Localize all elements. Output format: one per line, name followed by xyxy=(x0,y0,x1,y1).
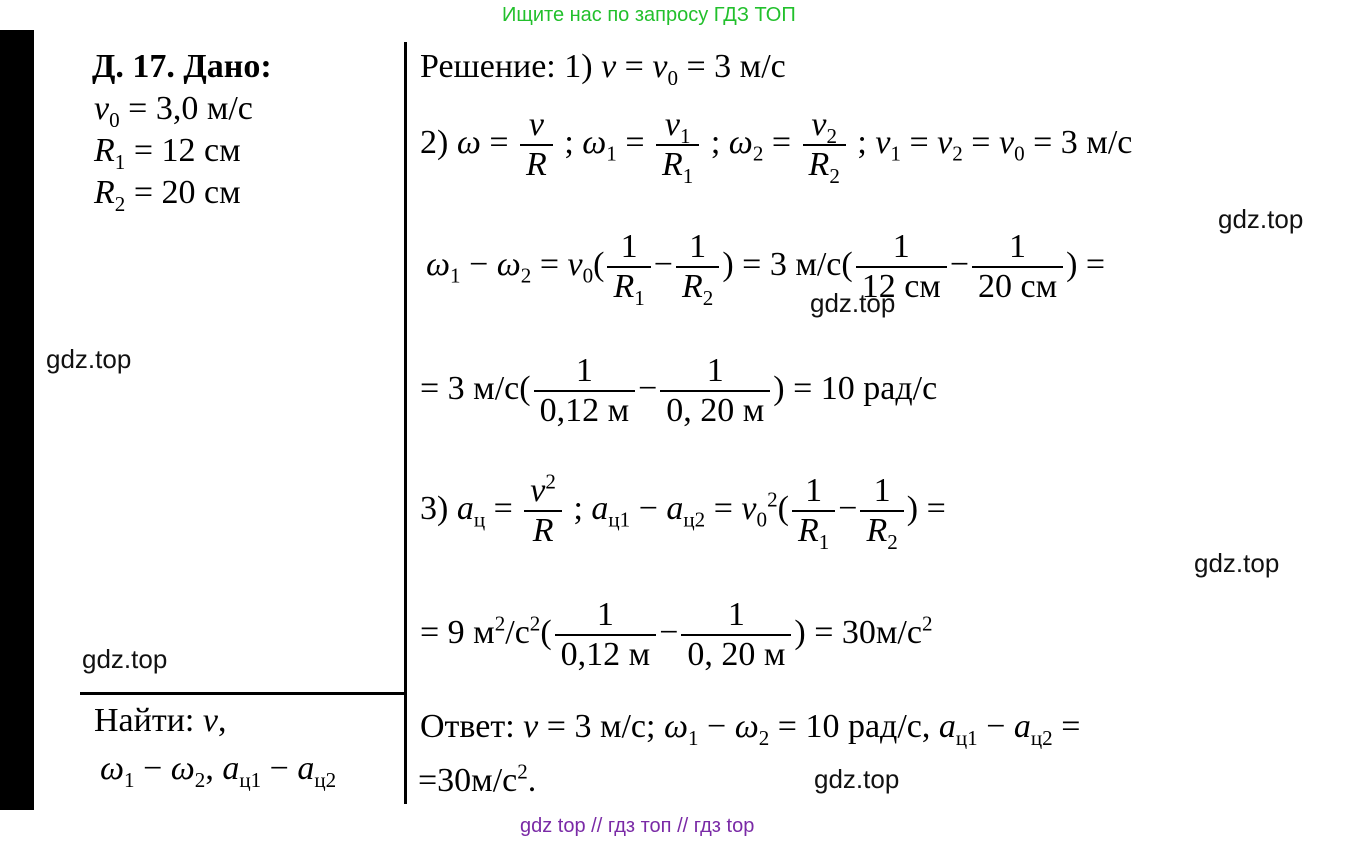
solution-step-2c: = 3 м/с( $\frac{1}{0,12 м}$ − $\frac{1}{0, 20 м}$ ) = 10 рад/с xyxy=(420,352,938,429)
watermark: gdz.top xyxy=(46,344,132,374)
watermark: gdz.top xyxy=(810,288,896,318)
given-r1: $R_1 = 12$ см xyxy=(94,132,241,174)
watermark: gdz.top xyxy=(814,764,900,794)
watermark: gdz.top xyxy=(1218,204,1304,234)
vertical-divider xyxy=(404,42,407,804)
solution-step-3: 3) $a_ц$ = $\frac{v^2}{R}$ ; $a_{ц1} - a_{ц2} = v_0^2$( $\frac{1}{R_1}$ − $\frac{1}{R_2}$ ) = xyxy=(420,469,946,554)
find-line-2: $\omega_1 - \omega_2$, $a_{ц1} - a_{ц2}$ xyxy=(100,750,337,792)
given-r2: $R_2 = 20$ см xyxy=(94,174,241,216)
horizontal-divider xyxy=(80,692,405,695)
solution-step-3b: = 9 $м^2/с^2$( $\frac{1}{0,12 м}$ − $\frac{1}{0, 20 м}$ ) = $30м/с^2$ xyxy=(420,596,933,673)
find-line-1: Найти: v, xyxy=(94,702,227,739)
answer-line-1: Ответ: v = 3 м/с; $\omega_1 - \omega_2 = 10$ рад/с, $a_{ц1} - a_{ц2}$ = xyxy=(420,708,1081,750)
answer-line-2: $=30м/с^2$. xyxy=(418,759,537,799)
solution-step-1: Решение: 1) $v = v_0 = 3$ м/с xyxy=(420,48,786,90)
search-banner: Ищите нас по запросу ГДЗ ТОП xyxy=(502,4,796,26)
solution-step-2b: $\omega_1 - \omega_2 = v_0$( $\frac{1}{R_1}$ − $\frac{1}{R_2}$ ) = 3 м/с( $\frac{1}{12 см}$ − $\frac{1}{20 см}$ ) = xyxy=(426,228,1106,310)
scan-dark-edge xyxy=(0,30,34,810)
watermark: gdz.top xyxy=(82,644,168,674)
given-v0: $v_0 = 3,0$ м/с xyxy=(94,90,253,132)
given-heading: Д. 17. Дано: xyxy=(92,48,272,85)
footer-links: gdz top // гдз топ // гдз top xyxy=(520,815,755,837)
watermark: gdz.top xyxy=(1194,548,1280,578)
solution-step-2: 2) ω = $\frac{v}{R}$ ; $\omega_1$ = $\frac{v_1}{R_1}$ ; $\omega_2$ = $\frac{v_2}{R_2}$ ; $v_1 = v_2 = v_0 = 3$ м/с xyxy=(420,106,1133,188)
